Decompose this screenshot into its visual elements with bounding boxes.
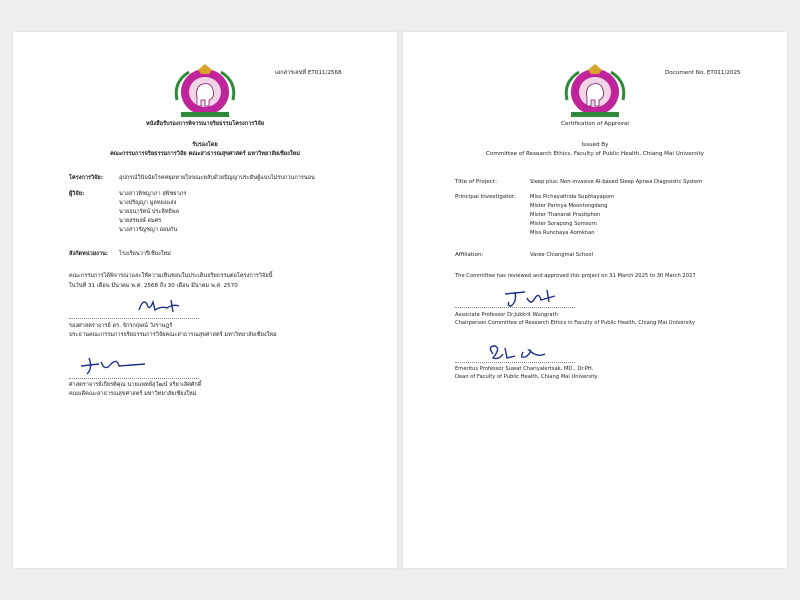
committee-name: คณะกรรมการจริยธรรมการวิจัย คณะสาธารณสุขศาสตร์ มหาวิทยาลัยเชียงใหม่ bbox=[110, 151, 300, 157]
investigator-name: Mister Sorapong Somsorn bbox=[530, 221, 597, 227]
signature-dean-icon bbox=[483, 340, 553, 364]
dean-title: Dean of Faculty of Public Health, Chiang Mai University bbox=[455, 374, 598, 380]
dean-title: คณบดีคณะสาธารณสุขศาสตร์ มหาวิทยาลัยเชียงใหม่ bbox=[69, 391, 197, 397]
signature-line bbox=[455, 362, 575, 363]
affiliation-value: โรงเรียนวารีเชียงใหม่ bbox=[119, 251, 171, 257]
signature-line bbox=[69, 318, 199, 319]
approval-statement: คณะกรรมการได้พิจารณาและให้ความเห็นชอบในประเด็นจริยธรรมต่อโครงการวิจัยนี้ bbox=[69, 273, 273, 279]
certificate-title: Certification of Approval bbox=[561, 121, 629, 127]
project-label: โครงการวิจัย: bbox=[69, 175, 103, 181]
chairperson-name: Associate Professor Dr.Jukkrit Wungrath bbox=[455, 312, 558, 318]
signature-line bbox=[455, 307, 575, 308]
researcher-name: นางสาวรัญชญา อ่อมกัน bbox=[119, 227, 178, 233]
signature-dean-icon bbox=[75, 352, 155, 378]
dean-name: ศาสตราจารย์เกียรติคุณ นายแพทย์สุวัฒน์ จริยาเลิศศักดิ์ bbox=[69, 382, 202, 388]
researcher-name: นางปริญญา มูลทองแสง bbox=[119, 200, 177, 206]
investigator-name: Miss Pichayathida Supittayapom bbox=[530, 194, 615, 200]
researcher-label: ผู้วิจัย: bbox=[69, 191, 85, 197]
approval-statement: The Committee has reviewed and approved this project on 31 March 2025 to 30 March 2027 bbox=[455, 273, 696, 279]
project-title: Sleep plus: Non-invasive AI-based Sleep Apnea Diagnostic System bbox=[530, 179, 703, 185]
researcher-name: นายสรพงษ์ สมศร bbox=[119, 218, 162, 224]
signature-line bbox=[69, 378, 199, 379]
dean-name: Emeritus Professor Suwat Chariyalertsak, MD., Dr.PH. bbox=[455, 366, 594, 372]
chairperson-name: รองศาสตราจารย์ ดร. จักรกฤษณ์ วังราษฎร์ bbox=[69, 323, 173, 329]
certificate-title: หนังสือรับรองการพิจารณาจริยธรรมโครงการวิจัย bbox=[145, 121, 265, 127]
english-certificate-page bbox=[403, 32, 787, 568]
university-seal-icon bbox=[561, 60, 629, 120]
investigator-name: Miss Runchaya Aomkhan bbox=[530, 230, 595, 236]
researcher-name: นายธนารัตน์ ประสิทธิพล bbox=[119, 209, 180, 215]
committee-name: Committee of Research Ethics, Faculty of Public Health, Chiang Mai University bbox=[486, 151, 704, 157]
chairperson-title: Chairperson Committee of Research Ethics in Faculty of Public Health, Chiang Mai University bbox=[455, 320, 695, 326]
issued-by-heading: Issued By bbox=[581, 142, 609, 148]
project-label: Title of Project: bbox=[455, 179, 497, 185]
signature-chairperson-icon bbox=[133, 294, 193, 318]
investigator-label: Principal Investigator: bbox=[455, 194, 516, 200]
thai-certificate-page bbox=[13, 32, 397, 568]
document-number: เอกสารเลขที่ ET011/2568 bbox=[275, 70, 342, 76]
project-title: อุปกรณ์วินิจฉัยโรคหยุดหายใจขณะหลับด้วยปัญญาประดิษฐ์แบบไม่รบกวนการนอน bbox=[119, 175, 315, 181]
researcher-list bbox=[119, 191, 186, 236]
affiliation-label: สังกัดหน่วยงาน: bbox=[69, 251, 109, 257]
investigator-name: Mister Thanarat Prasitphon bbox=[530, 212, 601, 218]
approval-period: ในวันที่ 31 เดือน มีนาคม พ.ศ. 2568 ถึง 30 เดือน มีนาคม พ.ศ. 2570 bbox=[69, 283, 238, 289]
investigator-name: Mister Parinya Moontongdang bbox=[530, 203, 608, 209]
researcher-name: นางสาวพิชญาภา สุพิชยาภร bbox=[119, 191, 187, 197]
certified-by-heading: รับรองโดย bbox=[192, 142, 218, 148]
university-seal-icon bbox=[171, 60, 239, 120]
chairperson-title: ประธานคณะกรรมการจริยธรรมการวิจัยคณะสาธารณสุขศาสตร์ มหาวิทยาลัยเชียงใหม่ bbox=[69, 332, 277, 338]
investigator-list bbox=[530, 194, 614, 239]
affiliation-value: Varee Chiangmai School bbox=[530, 252, 594, 258]
affiliation-label: Affiliation: bbox=[455, 252, 484, 258]
document-number: Document No. ET011/2025 bbox=[665, 70, 741, 76]
